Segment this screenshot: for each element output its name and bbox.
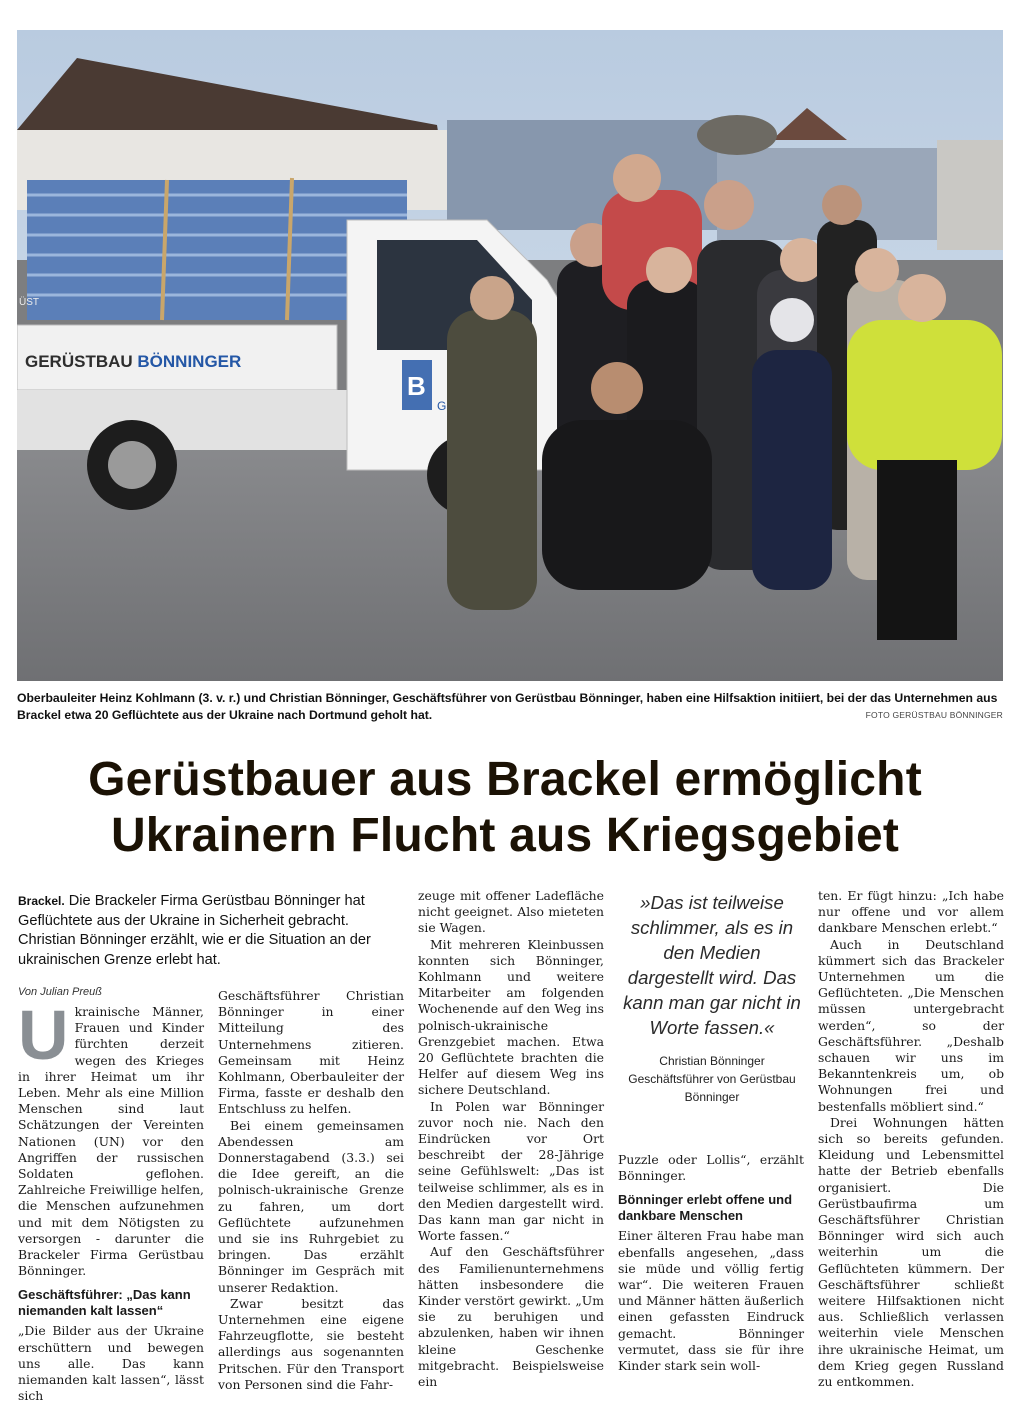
truck-sign-brand: BÖNNINGER <box>137 352 242 371</box>
article-column-2 <box>218 988 404 1393</box>
dateline: Brackel. <box>18 894 65 908</box>
headline <box>20 752 990 864</box>
article-column-4 <box>618 1152 804 1374</box>
lead-paragraph <box>18 892 406 970</box>
article-photo <box>17 30 1003 681</box>
subheading: Geschäftsführer: „Das kann niemanden kalt lassen“ <box>18 1287 191 1319</box>
subheading: Bönninger erlebt offene und dankbare Menschen <box>618 1192 793 1224</box>
body-paragraph: ten. Er fügt hinzu: „Ich habe nur offene und vor allem dankbare Menschen erlebt.“ <box>818 888 1004 936</box>
body-paragraph: Auf den Geschäftsführer des Familienunternehmens hätten insbesondere die Kinder verstört gewirkt. „Um sie zu beruhigen und abzulenken, haben wir ihnen kleine Geschenke mitgebracht. Beispielsweise ein <box>418 1244 604 1390</box>
lead-text: Die Brackeler Firma Gerüstbau Bönninger hat Geflüchtete aus der Ukraine in Sicherheit gebracht. Christian Bönninger erzählt, wie er die Situation an der ukrainischen Grenze erlebt hat. <box>18 893 371 968</box>
photo-credit: FOTO GERÜSTBAU BÖNNINGER <box>865 710 1003 720</box>
article-column-1 <box>18 996 204 1404</box>
body-paragraph: Auch in Deutschland kümmert sich das Brackeler Unternehmen um die Geflüchteten. „Die Menschen müssen untergebracht werden“, so der Geschäftsführer. „Deshalb schauen wir uns im Bekanntenkreis um, ob Wohnungen frei und bestenfalls möbliert sind.“ <box>818 936 1004 1114</box>
body-paragraph: Puzzle oder Lollis“, erzählt Bönninger. <box>618 1152 804 1184</box>
body-paragraph: krainische Männer, Frauen und Kinder fürchten derzeit wegen des Krieges in ihrer Heimat um ihr Leben. Mehr als eine Million Menschen sind laut Schätzungen der Vereinten Nationen (UN) vor den Angriffen der russischen Soldaten geflohen. Zahlreiche Freiwillige helfen, die Menschen aufzunehmen und mit dem Nötigsten zu versorgen - darunter die Brackeler Firma Gerüstbau Bönninger. <box>18 1004 204 1279</box>
body-paragraph: In Polen war Bönninger zuvor noch nie. Nach den Eindrücken vor Ort beschreibt der 28-Jährige seine Gefühlswelt: „Das ist teilweise schlimmer, als es in den Medien dargestellt wird. Das kann man gar nicht in Worte fassen.“ <box>418 1098 604 1244</box>
drop-cap: U <box>18 996 69 1074</box>
pull-quote-text: »Das ist teilweise schlimmer, als es in den Medien dargestellt wird. Das kann man gar nicht in Worte fassen.« <box>623 892 801 1038</box>
photo-caption: Oberbauleiter Heinz Kohlmann (3. v. r.) und Christian Bönninger, Geschäftsführer von Gerüstbau Bönninger, haben eine Hilfsaktion initiiert, bei der das Unternehmen aus Brackel etwa 20 Geflüchtete aus der Ukraine nach Dortmund geholt hat. <box>17 691 998 722</box>
truck-sign: GERÜSTBAU BÖNNINGER <box>25 352 242 371</box>
scaffold-label: ÜST <box>19 297 39 308</box>
headline-line-1: Gerüstbauer aus Brackel ermöglicht <box>88 753 922 806</box>
body-paragraph: zeuge mit offener Ladefläche nicht geeignet. Also mieteten sie Wagen. <box>418 888 604 936</box>
pull-quote-role: Geschäftsführer von Gerüstbau Bönninger <box>628 1072 796 1104</box>
body-paragraph: Geschäftsführer Christian Bönninger in einer Mitteilung des Unternehmens zitieren. Gemeinsam mit Heinz Kohlmann, Oberbauleiter der Firma, fasste er deshalb den Entschluss zu helfen. <box>218 988 404 1117</box>
body-paragraph: Mit mehreren Kleinbussen konnten sich Bönninger, Kohlmann und weitere Mitarbeiter am folgenden Wochenende auf den Weg ins polnisch-ukrainische Grenzgebiet machen. Etwa 20 Geflüchtete brachten die Helfer auf diesem Weg ins sichere Deutschland. <box>418 936 604 1098</box>
body-paragraph: Einer älteren Frau habe man ebenfalls angesehen, „dass sie müde und völlig fertig war“. Die weiteren Frauen und Männer hätten äußerlich einen gefassten Eindruck gemacht. Bönninger vermutet, dass sie für ihre Kinder stark sein woll- <box>618 1228 804 1374</box>
body-paragraph: „Die Bilder aus der Ukraine erschüttern und bewegen uns alle. Das kann niemanden kalt lassen“, lässt sich <box>18 1323 204 1404</box>
body-paragraph: Zwar besitzt das Unternehmen eine eigene Fahrzeugflotte, sie besteht allerdings aus sogenannten Pritschen. Für den Transport von Personen sind die Fahr- <box>218 1295 404 1392</box>
truck-side-letter: B <box>407 371 426 401</box>
pull-quote-name: Christian Bönninger <box>659 1054 765 1068</box>
pull-quote <box>620 890 804 1106</box>
truck-side-small: G <box>437 399 447 413</box>
byline: Von Julian Preuß <box>18 986 102 998</box>
body-paragraph: Drei Wohnungen hätten sich so bereits gefunden. Kleidung und Lebensmittel hatte der Betrieb ebenfalls organisiert. Die Gerüstbaufirma um Geschäftsführer Christian Bönninger wird sich auch weiterhin um die Geflüchteten kümmern. Der Geschäftsführer schließt weitere Hilfsaktionen nicht aus. Schließlich verlassen weiterhin viele Menschen ihre ukrainische Heimat, um dem Krieg gegen Russland zu entkommen. <box>818 1114 1004 1390</box>
body-paragraph: Bei einem gemeinsamen Abendessen am Donnerstagabend (3.3.) sei die Idee gereift, an die polnisch-ukrainische Grenze zu fahren, um dort Geflüchtete aufzunehmen und sie ins Ruhrgebiet zu bringen. Das erzählt Bönninger im Gespräch mit unserer Redaktion. <box>218 1117 404 1295</box>
article-column-5 <box>818 888 1004 1390</box>
article-column-3 <box>418 888 604 1390</box>
headline-line-2: Ukrainern Flucht aus Kriegsgebiet <box>110 809 900 862</box>
